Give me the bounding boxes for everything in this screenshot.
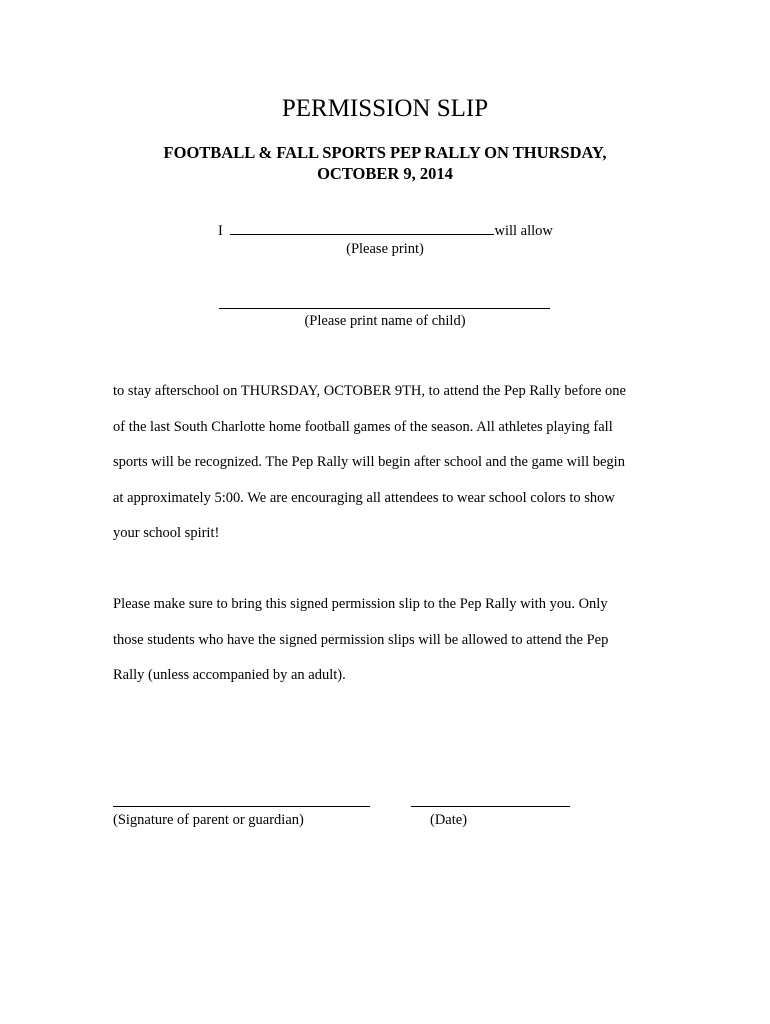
paragraph-2-line: those students who have the signed permission slips will be allowed to attend the Pep bbox=[113, 631, 609, 648]
date-caption: (Date) bbox=[430, 812, 468, 828]
subtitle-line-2: OCTOBER 9, 2014 bbox=[317, 164, 453, 183]
date-blank[interactable] bbox=[411, 806, 570, 807]
paragraph-1-line: your school spirit! bbox=[113, 525, 220, 542]
parent-name-row bbox=[218, 222, 553, 240]
signature-blank[interactable] bbox=[113, 806, 370, 807]
subtitle-line-1: FOOTBALL & FALL SPORTS PEP RALLY ON THURSDAY, bbox=[163, 143, 607, 162]
paragraph-2-line: Please make sure to bring this signed permission slip to the Pep Rally with you. Only bbox=[113, 596, 608, 612]
parent-name-caption: (Please print) bbox=[346, 241, 424, 257]
body-paragraph-1 bbox=[113, 374, 673, 552]
document-subtitle bbox=[0, 142, 770, 184]
child-name-caption: (Please print name of child) bbox=[304, 313, 466, 329]
parent-line-suffix: will allow bbox=[494, 223, 553, 239]
document-title: PERMISSION SLIP bbox=[281, 95, 489, 122]
paragraph-1-line: sports will be recognized. The Pep Rally will begin after school and the game will begin bbox=[113, 454, 625, 471]
paragraph-1-line: at approximately 5:00. We are encouraging all attendees to wear school colors to show bbox=[113, 489, 615, 506]
paragraph-2-line: Rally (unless accompanied by an adult). bbox=[113, 667, 346, 684]
parent-name-blank[interactable] bbox=[230, 222, 494, 235]
paragraph-1-line: of the last South Charlotte home football games of the season. All athletes playing fall bbox=[113, 418, 613, 435]
signature-caption: (Signature of parent or guardian) bbox=[113, 812, 304, 828]
parent-line-prefix: I bbox=[218, 223, 223, 239]
body-paragraph-2 bbox=[113, 587, 673, 694]
child-name-blank[interactable] bbox=[219, 308, 550, 309]
paragraph-1-line: to stay afterschool on THURSDAY, OCTOBER 9TH, to attend the Pep Rally before one bbox=[113, 383, 626, 399]
